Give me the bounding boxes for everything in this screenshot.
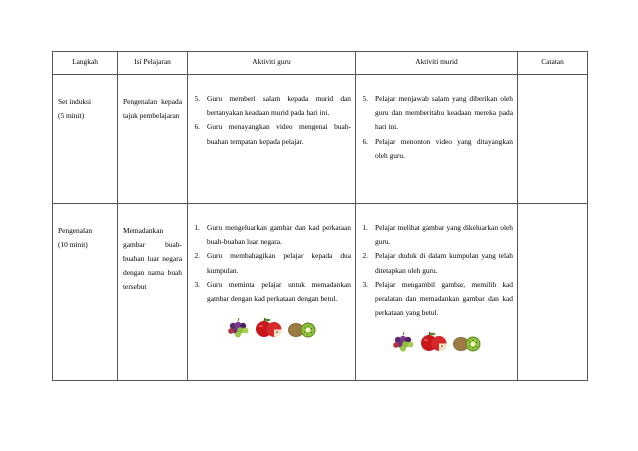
table-header-row <box>53 52 588 75</box>
kiwi-icon <box>452 334 482 352</box>
kiwi-icon <box>287 320 317 338</box>
header-aktiviti-murid: Aktiviti murid <box>356 52 518 75</box>
isi-cell <box>118 204 188 381</box>
langkah-duration: (10 minit) <box>58 240 88 249</box>
apple-icon <box>255 317 283 338</box>
list-item: 5. Guru memberi salam kepada murid dan bertanyakan keadaan murid pada hari ini. <box>194 94 351 118</box>
list-item: 3. Pelajar mengambil gambar, memilih kad peralatan dan memadankan gambar dan kad perkataan yang betul. <box>362 279 513 318</box>
list-item: 1. Guru mengeluarkan gambar dan kad perkataan buah-buahan luar negara. <box>194 223 351 247</box>
murid-activity-list <box>356 221 517 320</box>
guru-cell <box>188 75 356 204</box>
fruit-images-murid <box>356 330 517 352</box>
header-aktiviti-guru: Aktiviti guru <box>188 52 356 75</box>
header-langkah: Langkah <box>53 52 118 75</box>
murid-activity-list <box>356 92 517 163</box>
langkah-cell <box>53 204 118 381</box>
langkah-label: Pengenalan <box>58 226 93 235</box>
apple-icon <box>420 331 448 352</box>
guru-cell <box>188 204 356 381</box>
guru-activity-list <box>188 221 355 306</box>
table-row <box>53 75 588 204</box>
fruit-images-guru <box>188 316 355 338</box>
catatan-cell <box>518 204 588 381</box>
murid-cell <box>356 204 518 381</box>
list-item: 6. Pelajar menonton video yang ditayangkan oleh guru. <box>362 136 513 160</box>
list-item: 2. Pelajar duduk di dalam kumpulan yang telah ditetapkan oleh guru. <box>362 251 513 275</box>
langkah-cell <box>53 75 118 204</box>
murid-cell <box>356 75 518 204</box>
list-item: 2. Guru membahagikan pelajar kepada dua kumpulan. <box>194 251 351 275</box>
header-catatan: Catatan <box>518 52 588 75</box>
isi-text: Pengenalan kepada tajuk pembelajaran <box>123 97 182 120</box>
langkah-duration: (5 minit) <box>58 111 85 120</box>
isi-cell <box>118 75 188 204</box>
langkah-label: Set induksi <box>58 97 92 106</box>
catatan-cell <box>518 75 588 204</box>
list-item: 3. Guru meminta pelajar untuk memadankan gambar dengan kad perkataan dengan betul. <box>194 279 351 304</box>
lesson-plan-table <box>52 51 588 381</box>
list-item: 1. Pelajar melihat gambar yang dikeluarkan oleh guru. <box>362 223 513 247</box>
grapes-icon <box>227 318 251 338</box>
isi-text: Memadankan gambar buah-buahan luar negara dengan nama buah tersebut <box>123 226 182 291</box>
list-item: 5. Pelajar menjawab salam yang diberikan oleh guru dan memberitahu keadaan mereka pada hari ini. <box>362 94 513 132</box>
list-item: 6. Guru menayangkan video mengenai buah-buahan tempatan kepada pelajar. <box>194 122 351 146</box>
grapes-icon <box>392 332 416 352</box>
table-row <box>53 204 588 381</box>
header-isi-pelajaran: Isi Pelajaran <box>118 52 188 75</box>
guru-activity-list <box>188 92 355 149</box>
